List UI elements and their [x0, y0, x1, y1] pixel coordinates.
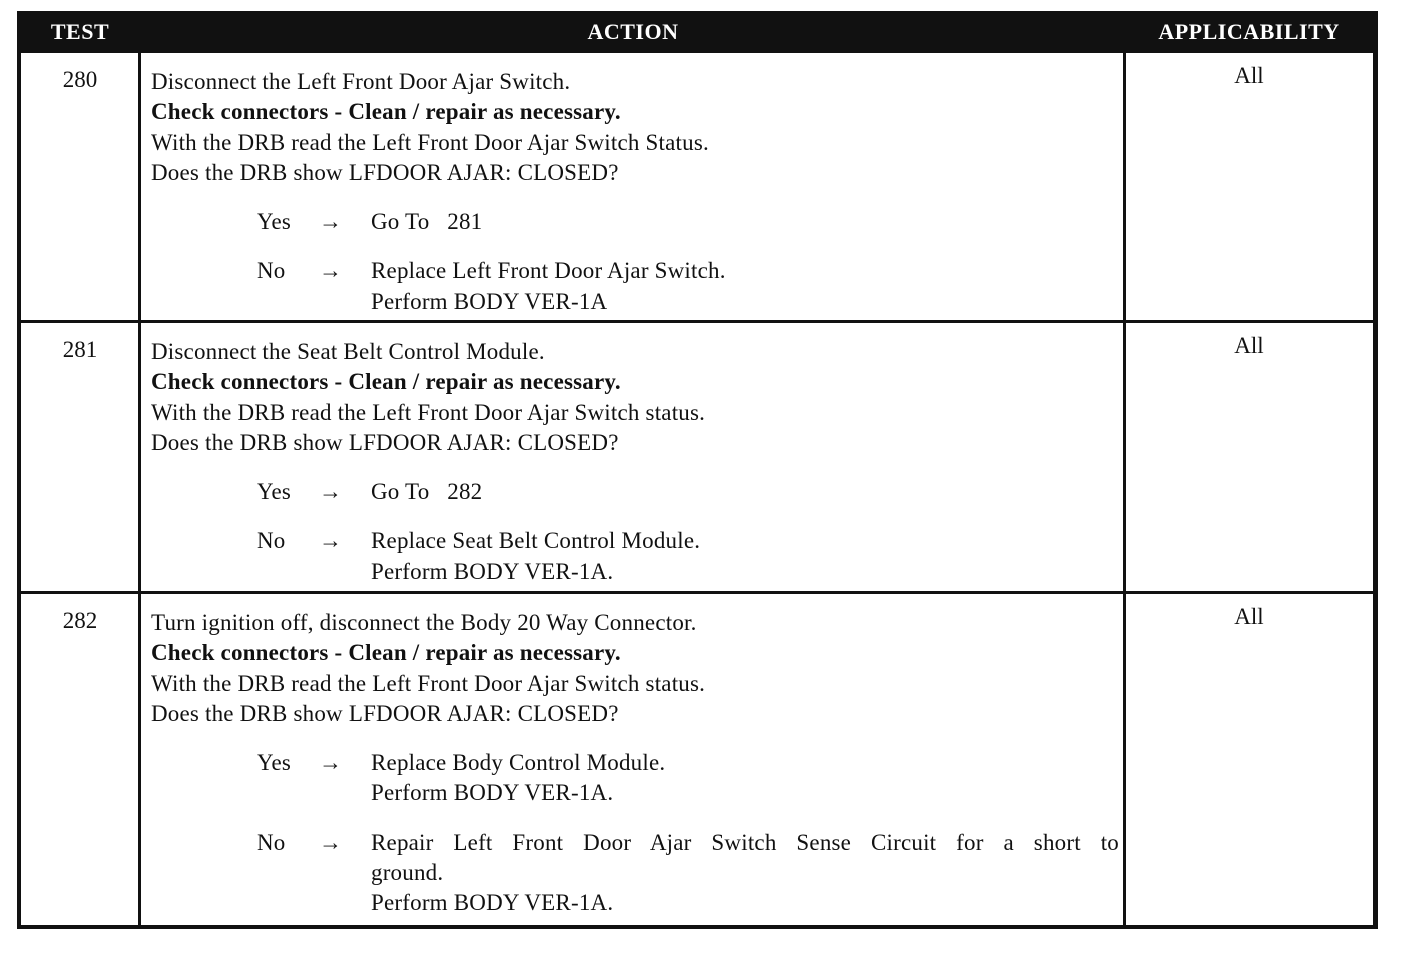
- arrow-right-icon: →: [319, 750, 343, 776]
- no-branch: [151, 526, 1119, 587]
- test-table: [17, 11, 1378, 929]
- yes-label: Yes: [257, 750, 292, 776]
- action-step: With the DRB read the Left Front Door Ajar Switch Status.: [151, 129, 709, 155]
- table-row: [21, 594, 1373, 925]
- no-result: Perform BODY VER-1A.: [371, 890, 614, 916]
- action-question: Does the DRB show LFDOOR AJAR: CLOSED?: [151, 700, 619, 726]
- arrow-right-icon: →: [319, 829, 343, 855]
- yes-branch: [151, 207, 1119, 237]
- yes-result: Replace Body Control Module.: [371, 750, 666, 776]
- no-label: No: [257, 258, 286, 284]
- table-header: [21, 11, 1373, 53]
- table-row: [21, 53, 1373, 320]
- action-step-bold: Check connectors - Clean / repair as necessary.: [151, 99, 621, 125]
- arrow-right-icon: →: [319, 479, 343, 505]
- no-result: Replace Left Front Door Ajar Switch.: [371, 258, 726, 284]
- yes-result: Go To 281: [371, 209, 483, 235]
- no-label: No: [257, 829, 286, 855]
- applicability-cell: All: [1234, 63, 1264, 88]
- no-result: Perform BODY VER-1A: [371, 288, 608, 314]
- test-number: 282: [62, 608, 98, 633]
- action-question: Does the DRB show LFDOOR AJAR: CLOSED?: [151, 159, 619, 185]
- no-result: Perform BODY VER-1A.: [371, 558, 614, 584]
- action-step: Disconnect the Left Front Door Ajar Switch.: [151, 69, 571, 94]
- arrow-right-icon: →: [319, 528, 343, 554]
- action-step: With the DRB read the Left Front Door Ajar Switch status.: [151, 399, 706, 425]
- test-number: 281: [62, 337, 98, 362]
- no-branch: [151, 256, 1119, 317]
- action-step: Disconnect the Seat Belt Control Module.: [151, 339, 545, 364]
- arrow-right-icon: →: [319, 209, 343, 235]
- applicability-cell: All: [1234, 604, 1264, 629]
- test-number: 280: [62, 67, 98, 92]
- action-cell: [151, 337, 1119, 587]
- action-step-bold: Check connectors - Clean / repair as necessary.: [151, 640, 621, 666]
- action-step: Turn ignition off, disconnect the Body 20 Way Connector.: [151, 610, 697, 635]
- action-cell: [151, 608, 1119, 919]
- action-question: Does the DRB show LFDOOR AJAR: CLOSED?: [151, 429, 619, 455]
- table-row: [21, 323, 1373, 591]
- no-result: Repair Left Front Door Ajar Switch Sense Circuit for a short to: [371, 829, 1119, 855]
- action-step: With the DRB read the Left Front Door Ajar Switch status.: [151, 670, 706, 696]
- yes-label: Yes: [257, 479, 292, 505]
- no-branch: [151, 828, 1119, 919]
- action-step-bold: Check connectors - Clean / repair as necessary.: [151, 369, 621, 395]
- yes-result: Go To 282: [371, 479, 483, 505]
- yes-branch: [151, 748, 1119, 809]
- no-result: ground.: [371, 860, 444, 886]
- header-applicability: APPLICABILITY: [1158, 19, 1340, 44]
- yes-label: Yes: [257, 209, 292, 235]
- header-action: ACTION: [587, 19, 679, 44]
- yes-branch: [151, 477, 1119, 507]
- yes-result: Perform BODY VER-1A.: [371, 780, 614, 806]
- header-test: TEST: [50, 19, 110, 44]
- no-label: No: [257, 528, 286, 554]
- no-result: Replace Seat Belt Control Module.: [371, 528, 701, 554]
- applicability-cell: All: [1234, 333, 1264, 358]
- action-cell: [151, 67, 1119, 317]
- arrow-right-icon: →: [319, 258, 343, 284]
